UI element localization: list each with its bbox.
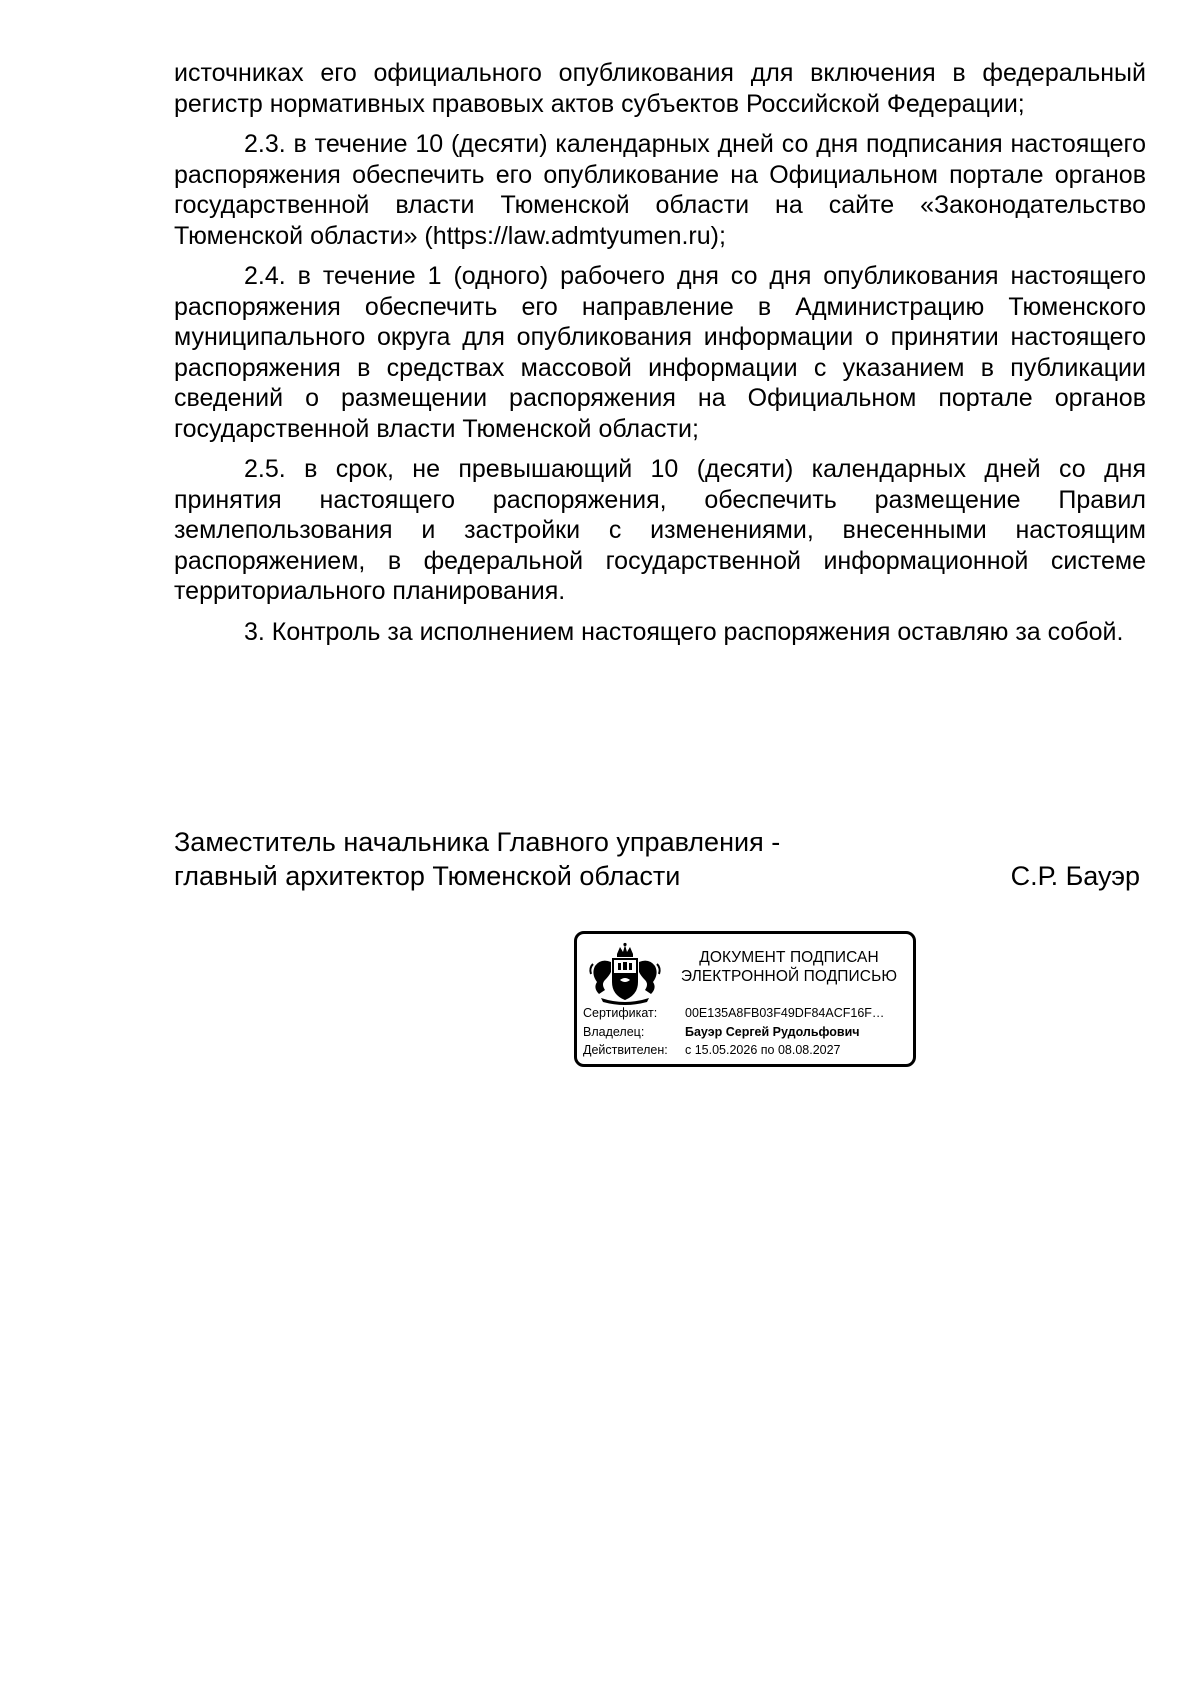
signer-position-line2: главный архитектор Тюменской области [174,861,681,891]
stamp-row-validity [583,1041,911,1060]
electronic-signature-stamp [574,931,916,1067]
stamp-details [583,1004,911,1060]
validity-label: Действителен: [583,1043,668,1057]
signer-position-line1: Заместитель начальника Главного управления - [174,827,781,857]
signer-name: С.Р. Бауэр [1010,861,1140,891]
stamp-row-owner [583,1023,911,1042]
paragraph-2-4: 2.4. в течение 1 (одного) рабочего дня со дня опубликования настоящего распоряжения обеспечить его направление в Администрацию Тюменского муниципального округа для опубликования информации о принятии настоящего распоряжения в средствах массовой информации с указанием в публикации сведений о размещении распоряжения на Официальном портале органов государственной власти Тюменской области; [174,262,1146,443]
stamp-title-line1: ДОКУМЕНТ ПОДПИСАН [699,949,879,966]
owner-label: Владелец: [583,1024,645,1039]
stamp-row-certificate [583,1004,911,1023]
paragraph-continuation: источниках его официального опубликования для включения в федеральный регистр нормативных правовых актов субъектов Российской Федерации; [174,59,1146,118]
owner-value: Бауэр Сергей Рудольфович [685,1024,860,1039]
stamp-title-line2: ЭЛЕКТРОННОЙ ПОДПИСЬЮ [680,968,898,985]
paragraph-2-3: 2.3. в течение 10 (десяти) календарных дней со дня подписания настоящего распоряжения обеспечить его опубликование на Официальном портале органов государственной власти Тюменской области на сайте «Законодательство Тюменской области» (https://law.admtyumen.ru); [174,130,1146,250]
tyumen-coat-of-arms-icon [587,942,663,1006]
certificate-value: 00E135A8FB03F49DF84ACF16F… [685,1006,885,1020]
paragraph-2-5: 2.5. в срок, не превышающий 10 (десяти) календарных дней со дня принятия настоящего распоряжения, обеспечить размещение Правил землепользования и застройки с изменениями, внесенными настоящим распоряжением, в федеральной государственной информационной системе территориального планирования. [174,455,1146,605]
document-body [174,58,1146,657]
signature-block [174,825,1146,893]
signature-row [174,859,1146,893]
certificate-label: Сертификат: [583,1006,658,1020]
validity-value: с 15.05.2026 по 08.08.2027 [685,1043,841,1057]
paragraph-3: 3. Контроль за исполнением настоящего распоряжения оставляю за собой. [244,617,1124,646]
stamp-title [669,948,909,986]
